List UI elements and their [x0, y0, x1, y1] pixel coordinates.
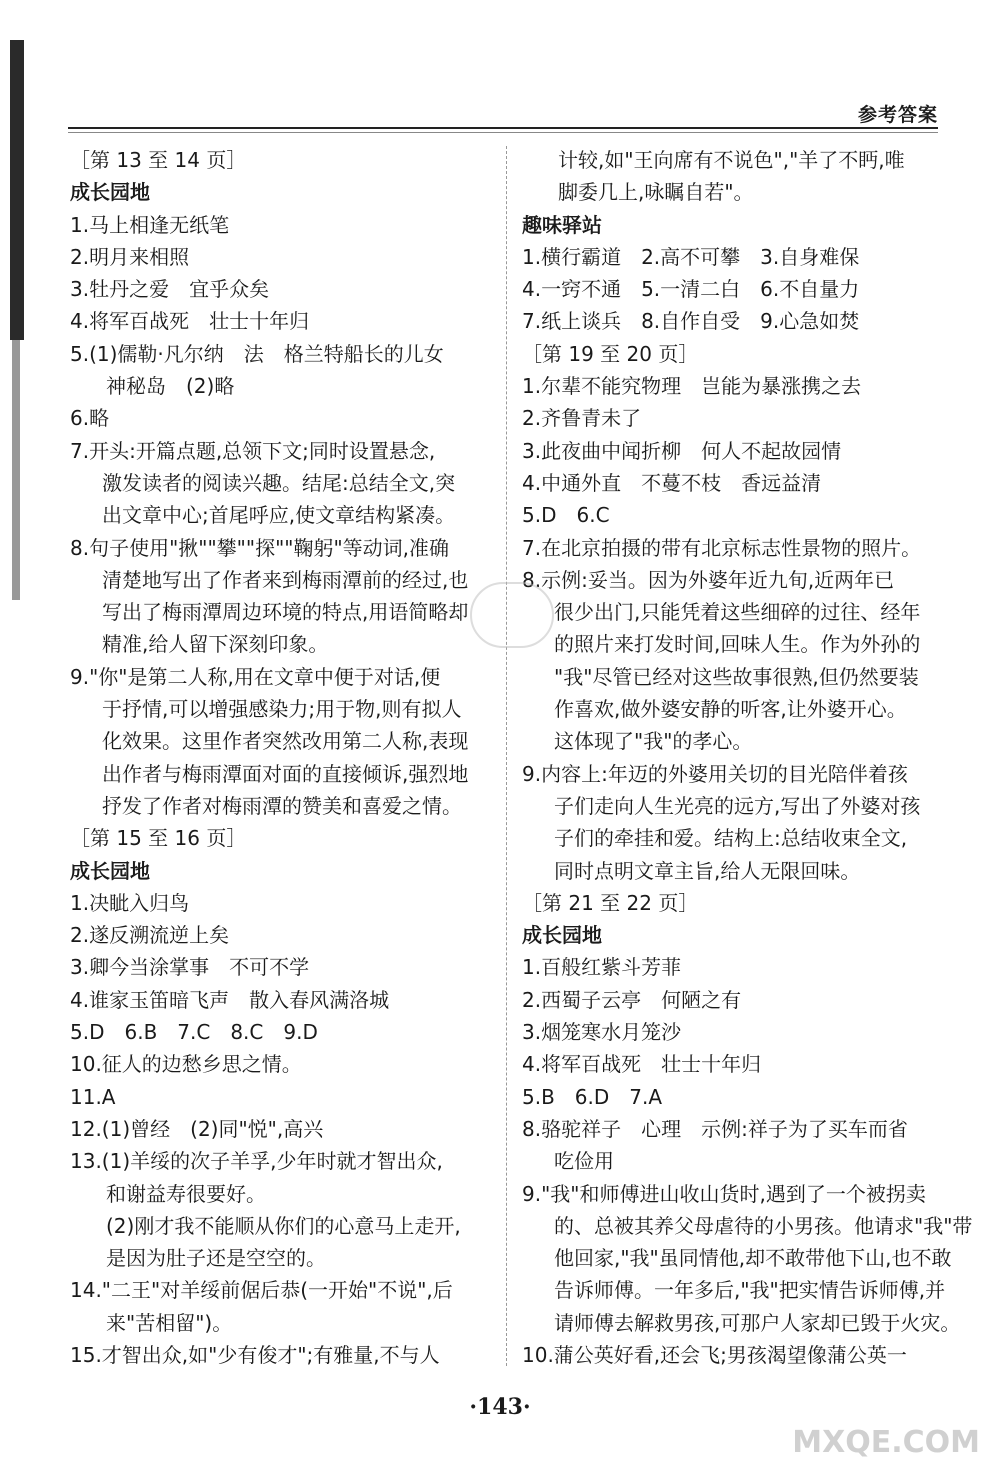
answer-line: 5.B 6.D 7.A: [522, 1084, 663, 1109]
answer-line: 5.D 6.B 7.C 8.C 9.D: [70, 1020, 318, 1045]
answer-line: ［第 13 至 14 页］: [70, 148, 247, 172]
answer-line: 吃俭用: [554, 1149, 614, 1174]
answer-line: 9."你"是第二人称,用在文章中便于对话,便: [70, 664, 441, 689]
answer-line: 他回家,"我"虽同情他,却不敢带他下山,也不敢: [554, 1246, 952, 1271]
answer-line: 14."二王"对羊绥前倨后恭(一开始"不说",后: [70, 1278, 453, 1303]
answer-line: 1.马上相逢无纸笔: [70, 212, 230, 237]
answer-line: 和谢益寿很要好。: [106, 1181, 266, 1206]
answer-line: 1.百般红紫斗芳菲: [522, 955, 682, 980]
answer-line: 是因为肚子还是空空的。: [106, 1246, 326, 1271]
answer-line: ［第 19 至 20 页］: [522, 341, 699, 366]
answer-line: 10.蒲公英好看,还会飞;男孩渴望像蒲公英一: [522, 1342, 907, 1367]
answer-line: 来"苦相留")。: [106, 1310, 233, 1335]
answer-line: 3.牡丹之爱 宜乎众矣: [70, 277, 270, 302]
answer-line: 4.一窍不通 5.一清二白 6.不自量力: [522, 277, 860, 302]
answer-line: 子们的牵挂和爱。结构上:总结收束全文,: [554, 826, 908, 851]
answer-line: ［第 21 至 22 页］: [522, 890, 699, 915]
answer-line: 出作者与梅雨潭面对面的直接倾诉,强烈地: [102, 761, 469, 786]
answer-line: 5.(1)儒勒·凡尔纳 法 格兰特船长的儿女: [70, 341, 444, 366]
section-heading: 趣味驿站: [522, 212, 602, 237]
answer-line: 抒发了作者对梅雨潭的赞美和喜爱之情。: [102, 793, 462, 818]
column-divider: [506, 146, 507, 1366]
answer-line: 3.烟笼寒水月笼沙: [522, 1020, 682, 1045]
page-header-title: 参考答案: [857, 104, 938, 126]
answer-line: 9."我"和师傅进山收山货时,遇到了一个被拐卖: [522, 1181, 926, 1206]
answer-line: 子们走向人生光亮的远方,写出了外婆对孩: [554, 793, 921, 818]
answer-line: 3.此夜曲中闻折柳 何人不起故园情: [522, 438, 842, 463]
answer-line: 激发读者的阅读兴趣。结尾:总结全文,突: [102, 470, 456, 495]
answer-line: 4.将军百战死 壮士十年归: [70, 309, 310, 334]
section-heading: 成长园地: [70, 180, 150, 205]
answer-line: 的、总被其养父母虐待的小男孩。他请求"我"带: [554, 1213, 973, 1238]
answer-line: 7.纸上谈兵 8.自作自受 9.心急如焚: [522, 309, 860, 334]
answer-line: 2.明月来相照: [70, 244, 190, 269]
answer-line: 化效果。这里作者突然改用第二人称,表现: [102, 729, 469, 754]
answer-line: 1.决眦入归鸟: [70, 890, 190, 915]
watermark-text: MXQE.COM: [792, 1425, 980, 1460]
answer-line: 7.在北京拍摄的带有北京标志性景物的照片。: [522, 535, 922, 560]
answer-line: 请师傅去解救男孩,可那户人家却已毁于火灾。: [554, 1310, 961, 1335]
answer-line: 3.卿今当涂掌事 不可不学: [70, 955, 310, 980]
answer-line: 的照片来打发时间,回味人生。作为外孙的: [554, 632, 921, 657]
header-rule: [68, 127, 938, 129]
answer-line: 2.西蜀子云亭 何陋之有: [522, 987, 742, 1012]
left-column: [70, 144, 490, 1371]
right-column: [522, 144, 973, 1371]
answer-line: 11.A: [70, 1084, 116, 1109]
answer-line: 8.骆驼祥子 心理 示例:祥子为了买车而省: [522, 1116, 908, 1141]
watermark-logo: [792, 1380, 980, 1460]
answer-line: 很少出门,只能凭着这些细碎的过往、经年: [554, 600, 921, 625]
answer-line: 同时点明文章主旨,给人无限回味。: [554, 858, 861, 883]
header-rule-thin: [68, 132, 938, 133]
answer-line: 2.齐鲁青未了: [522, 406, 642, 431]
answer-line: 4.谁家玉笛暗飞声 散入春风满洛城: [70, 987, 390, 1012]
answer-line: 8.示例:妥当。因为外婆年近九旬,近两年已: [522, 567, 895, 592]
answer-line: 15.才智出众,如"少有俊才";有雅量,不与人: [70, 1342, 440, 1367]
answer-line: 告诉师傅。一年多后,"我"把实情告诉师傅,并: [554, 1278, 946, 1303]
answer-line: 9.内容上:年迈的外婆用关切的目光陪伴着孩: [522, 761, 908, 786]
answer-line: 清楚地写出了作者来到梅雨潭前的经过,也: [102, 567, 469, 592]
answer-line: "我"尽管已经对这些故事很熟,但仍然要装: [554, 664, 919, 689]
answer-line: ［第 15 至 16 页］: [70, 826, 247, 851]
answer-line: 7.开头:开篇点题,总领下文;同时设置悬念,: [70, 438, 436, 463]
answer-line: (2)刚才我不能顺从你们的心意马上走开,: [106, 1213, 461, 1238]
answer-line: 出文章中心;首尾呼应,使文章结构紧凑。: [102, 503, 456, 528]
section-heading: 成长园地: [522, 923, 602, 948]
answer-line: 2.遂反溯流逆上矣: [70, 923, 230, 948]
answer-line: 10.征人的边愁乡思之情。: [70, 1052, 302, 1077]
answer-line: 写出了梅雨潭周边环境的特点,用语简略却: [102, 600, 469, 625]
answer-line: 脚委几上,咏瞩自若"。: [558, 180, 754, 205]
answer-line: 6.略: [70, 406, 110, 431]
answer-line: 这体现了"我"的孝心。: [554, 729, 753, 754]
binding-edge: [10, 40, 24, 340]
answer-line: 作喜欢,做外婆安静的听客,让外婆开心。: [554, 697, 907, 722]
answer-line: 13.(1)羊绥的次子羊孚,少年时就才智出众,: [70, 1149, 443, 1174]
answer-line: 1.尔辈不能究物理 岂能为暴涨携之去: [522, 374, 862, 399]
answer-line: 精准,给人留下深刻印象。: [102, 632, 329, 657]
answer-line: 5.D 6.C: [522, 503, 610, 528]
answer-line: 1.横行霸道 2.高不可攀 3.自身难保: [522, 244, 860, 269]
stamp-seal: [470, 582, 554, 648]
binding-shadow: [12, 340, 20, 600]
answer-line: 4.将军百战死 壮士十年归: [522, 1052, 762, 1077]
answer-line: 神秘岛 (2)略: [106, 374, 235, 399]
answer-line: 8.句子使用"揪""攀""探""鞠躬"等动词,准确: [70, 535, 450, 560]
answer-line: 12.(1)曾经 (2)同"悦",高兴: [70, 1116, 324, 1141]
answer-line: 计较,如"王向席有不说色","羊了不眄,唯: [558, 148, 905, 172]
answer-line: 于抒情,可以增强感染力;用于物,则有拟人: [102, 697, 462, 722]
section-heading: 成长园地: [70, 858, 150, 883]
page-number: ·143·: [469, 1394, 531, 1420]
answer-line: 4.中通外直 不蔓不枝 香远益清: [522, 470, 822, 495]
